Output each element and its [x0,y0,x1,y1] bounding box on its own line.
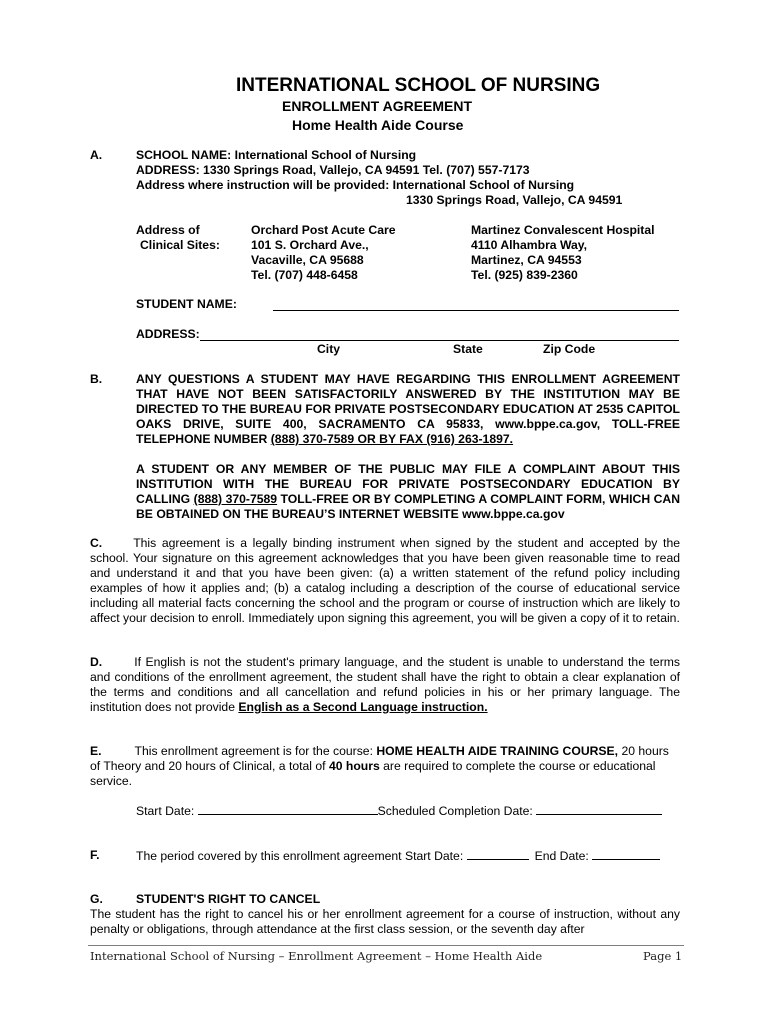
site2-city: Martinez, CA 94553 [471,253,582,267]
bppe-phone: (888) 370-7589 [193,492,278,506]
site2-name: Martinez Convalescent Hospital [471,223,655,237]
site2-phone: Tel. (925) 839-2360 [471,268,578,282]
footer-divider [88,945,684,946]
page-title: INTERNATIONAL SCHOOL OF NURSING [236,75,601,96]
bppe-phone-fax: (888) 370-7589 OR BY FAX (916) 263-1897. [270,432,514,446]
instruction-address: Address where instruction will be provided: International School of Nursing [136,178,575,192]
city-label: City [317,342,341,356]
instruction-address-line2: 1330 Springs Road, Vallejo, CA 94591 [406,193,623,207]
course-title: Home Health Aide Course [292,117,464,133]
school-name: SCHOOL NAME: International School of Nursing [136,148,417,162]
site1-name: Orchard Post Acute Care [251,223,396,237]
start-date-row: Start Date: Scheduled Completion Date: [136,803,662,819]
section-b-paragraph-1: ANY QUESTIONS A STUDENT MAY HAVE REGARDING THIS ENROLLMENT AGREEMENT THAT HAVE NOT BEEN SATISFACTORILY ANSWERED BY THE INSTITUTION MAY BE DIRECTED TO THE BUREAU FOR PRIVATE POSTSECONDARY EDUCATION AT 2535 CAPITOL OAKS DRIVE, SUITE 400, SACRAMENTO CA 95833, www.bppe.ca.gov, TOLL-FREE TELEPHONE NUMBER (888) 370-7589 OR BY FAX (916) 263-1897. [136,372,680,446]
period-row: The period covered by this enrollment agreement Start Date: End Date: [136,848,660,864]
site1-phone: Tel. (707) 448-6458 [251,268,358,282]
clinical-sites-label-2: Clinical Sites: [140,238,220,252]
student-address-field[interactable] [200,328,679,341]
section-f-label: F. [90,848,100,862]
period-start-date-field[interactable] [467,848,529,860]
period-end-date-field[interactable] [592,848,660,860]
section-a-label: A. [90,148,103,162]
completion-date-field[interactable] [536,803,662,815]
section-c-paragraph: C. This agreement is a legally binding instrument when signed by the student and accepted by the school. Your signature on this agreement acknowledges that you have been given reasonable time to read and understand it and that you have been given: (a) a written statement of the refund policy including examples of how it applies and; (b) a catalog including a description of the course of educational service including all material facts concerning the school and the program or course of instruction which are likely to affect your decision to enroll. Immediately upon signing this agreement, you will be given a copy of it to retain. [90,536,680,625]
section-b-paragraph-2: A STUDENT OR ANY MEMBER OF THE PUBLIC MAY FILE A COMPLAINT ABOUT THIS INSTITUTION WITH THE BUREAU FOR PRIVATE POSTSECONDARY EDUCATION BY CALLING (888) 370-7589 TOLL-FREE OR BY COMPLETING A COMPLAINT FORM, WHICH CAN BE OBTAINED ON THE BUREAU’S INTERNET WEBSITE www.bppe.ca.gov [136,462,681,521]
footer-text: International School of Nursing – Enrollment Agreement – Home Health Aide [90,949,543,963]
section-g-heading: STUDENT'S RIGHT TO CANCEL [136,892,321,906]
site2-street: 4110 Alhambra Way, [471,238,588,252]
zip-label: Zip Code [543,342,596,356]
section-d-paragraph: D. If English is not the student's primary language, and the student is unable to understand the terms and conditions of the enrollment agreement, the student shall have the right to obtain a clear explanation of the terms and conditions and all cancellation and refund policies in his or her primary language. The institution does not provide English as a Second Language instruction. [90,655,680,714]
esl-notice: English as a Second Language instruction. [238,700,488,714]
start-date-field[interactable] [198,803,378,815]
school-address: ADDRESS: 1330 Springs Road, Vallejo, CA 94591 Tel. (707) 557-7173 [136,163,530,177]
section-e-paragraph: E. This enrollment agreement is for the course: HOME HEALTH AIDE TRAINING COURSE, 20 hours of Theory and 20 hours of Clinical, a total of 40 hours are required to complete the course or educational service. [90,744,669,788]
site1-street: 101 S. Orchard Ave., [251,238,369,252]
document-subtitle: ENROLLMENT AGREEMENT [282,98,473,114]
section-b-label: B. [90,372,103,386]
section-g-paragraph: The student has the right to cancel his or her enrollment agreement for a course of instruction, without any penalty or obligations, through attendance at the first class session, or the seventh day after [90,907,680,936]
state-label: State [453,342,483,356]
page-number: Page 1 [643,949,683,963]
address-label: ADDRESS: [136,327,200,341]
section-g-label: G. [90,892,103,906]
site1-city: Vacaville, CA 95688 [251,253,364,267]
student-name-label: STUDENT NAME: [136,297,237,311]
clinical-sites-label: Address of [136,223,200,237]
student-name-field[interactable] [273,298,679,311]
